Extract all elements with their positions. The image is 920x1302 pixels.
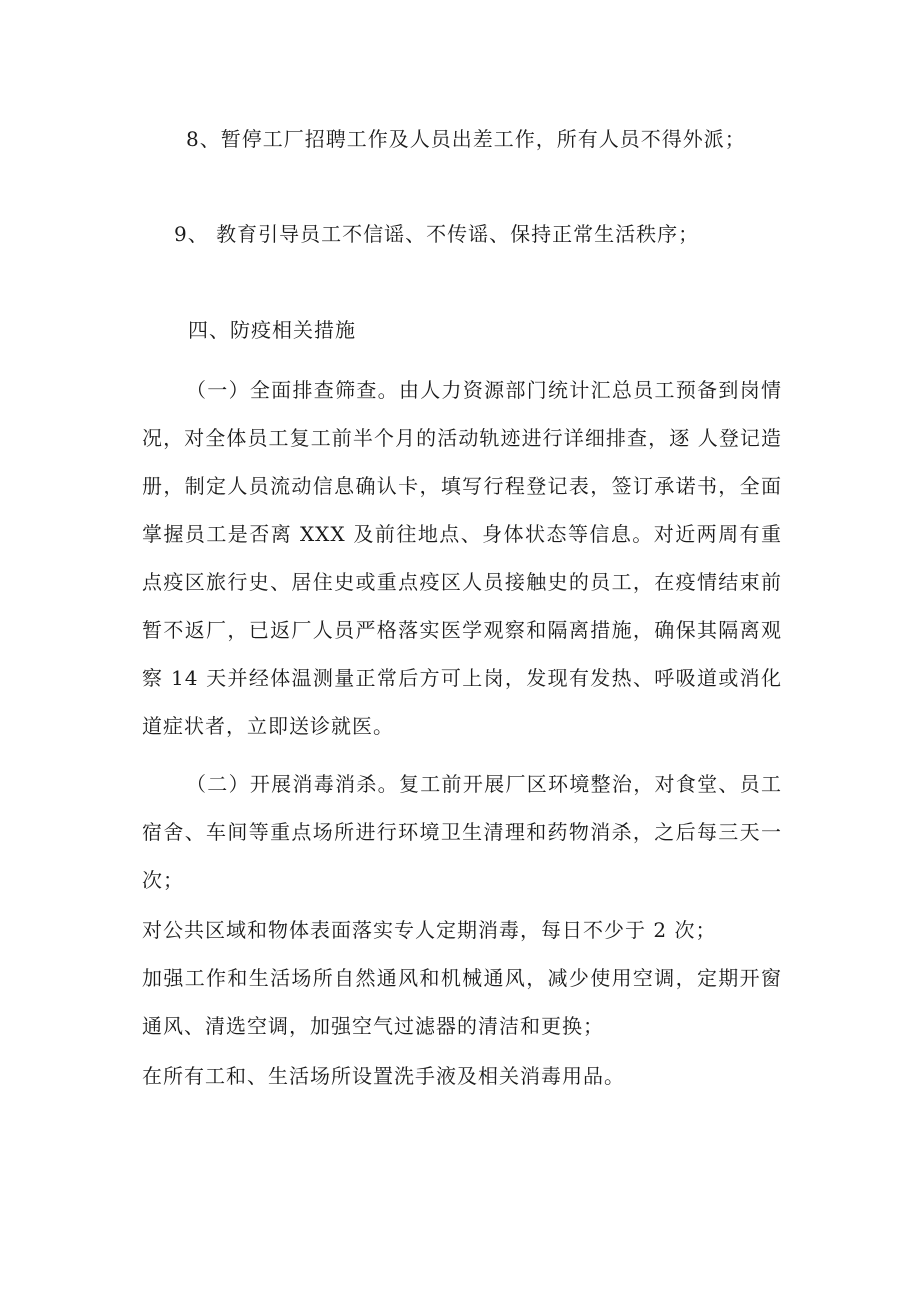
section-heading-4: 四、防疫相关措施 bbox=[188, 318, 356, 342]
list-item-8: 8、暂停工厂招聘工作及人员出差工作，所有人员不得外派； bbox=[186, 127, 746, 151]
list-item-9: 9、 教育引导员工不信谣、不传谣、保持正常生活秩序； bbox=[174, 222, 700, 246]
paragraph-ventilation: 加强工作和生活场所自然通风和机械通风，减少使用空调，定期开窗通风、清选空调，加强空气过滤器的清洁和更换； bbox=[142, 966, 782, 1038]
paragraph-disinfection: （二）开展消毒消杀。复工前开展厂区环境整治，对食堂、员工宿舍、车间等重点场所进行环境卫生清理和药物消杀，之后每三天一次； bbox=[142, 772, 782, 892]
line-public-disinfection: 对公共区域和物体表面落实专人定期消毒，每日不少于 2 次； bbox=[142, 918, 717, 942]
line-handwash: 在所有工和、生活场所设置洗手液及相关消毒用品。 bbox=[142, 1064, 625, 1088]
paragraph-screening: （一）全面排查筛查。由人力资源部门统计汇总员工预备到岗情况，对全体员工复工前半个月的活动轨迹进行详细排查，逐 人登记造册，制定人员流动信息确认卡，填写行程登记表，签订承诺书，全面掌握员工是否离 XXX 及前往地点、身体状态等信息。对近两周有重点疫区旅行史、居住史或重点疫区人员接触史的员工，在疫情结束前暂不返厂，已返厂人员严格落实医学观察和隔离措施，确保其隔离观察 14 天并经体温测量正常后方可上岗，发现有发热、呼吸道或消化道症状者，立即送诊就医。 bbox=[142, 378, 782, 738]
